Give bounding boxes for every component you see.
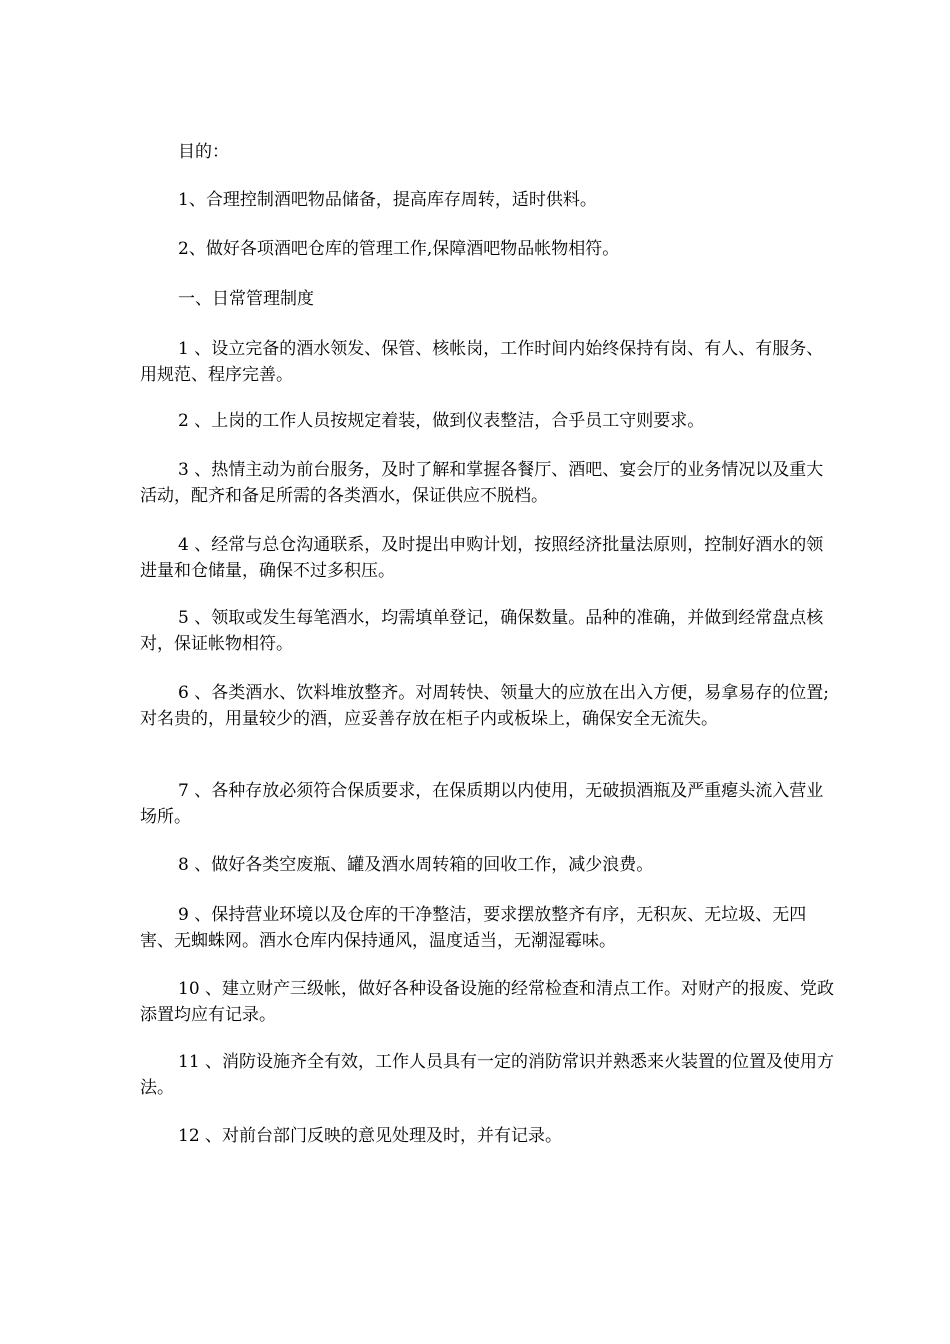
rule-item-5: 5 、领取或发生每笔酒水，均需填单登记，确保数量。品种的准确，并做到经常盘点核对，保证帐物相符。 <box>140 608 824 654</box>
rule-item-6: 6 、各类酒水、饮料堆放整齐。对周转快、领量大的应放在出入方便，易拿易存的位置;对名贵的，用量较少的酒，应妥善存放在柜子内或板垛上，确保安全无流失。 <box>140 683 829 729</box>
purpose-item-2: 2、做好各项酒吧仓库的管理工作,保障酒吧物品帐物相符。 <box>178 239 620 259</box>
rule-item-4: 4 、经常与总仓沟通联系，及时提出申购计划，按照经济批量法原则，控制好酒水的领进量和仓储量，确保不过多积压。 <box>140 535 824 581</box>
rule-item-2: 2 、上岗的工作人员按规定着装，做到仪表整洁，合乎员工守则要求。 <box>178 411 705 431</box>
rule-item-10: 10 、建立财产三级帐，做好各种设备设施的经常检查和清点工作。对财产的报废、党政添置均应有记录。 <box>140 979 835 1025</box>
purpose-item-1: 1、合理控制酒吧物品储备，提高库存周转，适时供料。 <box>178 190 597 210</box>
rule-item-11: 11 、消防设施齐全有效，工作人员具有一定的消防常识并熟悉来火装置的位置及使用方法。 <box>140 1052 835 1098</box>
purpose-heading: 目的： <box>178 142 229 162</box>
rule-item-8: 8 、做好各类空废瓶、罐及酒水周转箱的回收工作，减少浪费。 <box>178 855 654 875</box>
rule-item-7: 7 、各种存放必须符合保质要求，在保质期以内使用，无破损酒瓶及严重瘪头流入营业场所。 <box>140 781 824 827</box>
rule-item-1: 1 、设立完备的酒水领发、保管、核帐岗，工作时间内始终保持有岗、有人、有服务、用规范、程序完善。 <box>140 339 824 385</box>
rule-item-12: 12 、对前台部门反映的意见处理及时，并有记录。 <box>178 1126 563 1146</box>
rule-item-3: 3 、热情主动为前台服务，及时了解和掌握各餐厅、酒吧、宴会厅的业务情况以及重大活动，配齐和备足所需的各类酒水，保证供应不脱档。 <box>140 460 824 506</box>
rule-item-9: 9 、保持营业环境以及仓库的干净整洁，要求摆放整齐有序，无积灰、无垃圾、无四害、无蜘蛛网。酒水仓库内保持通风，温度适当，无潮湿霉味。 <box>140 905 807 951</box>
section-heading: 一、日常管理制度 <box>178 289 314 309</box>
